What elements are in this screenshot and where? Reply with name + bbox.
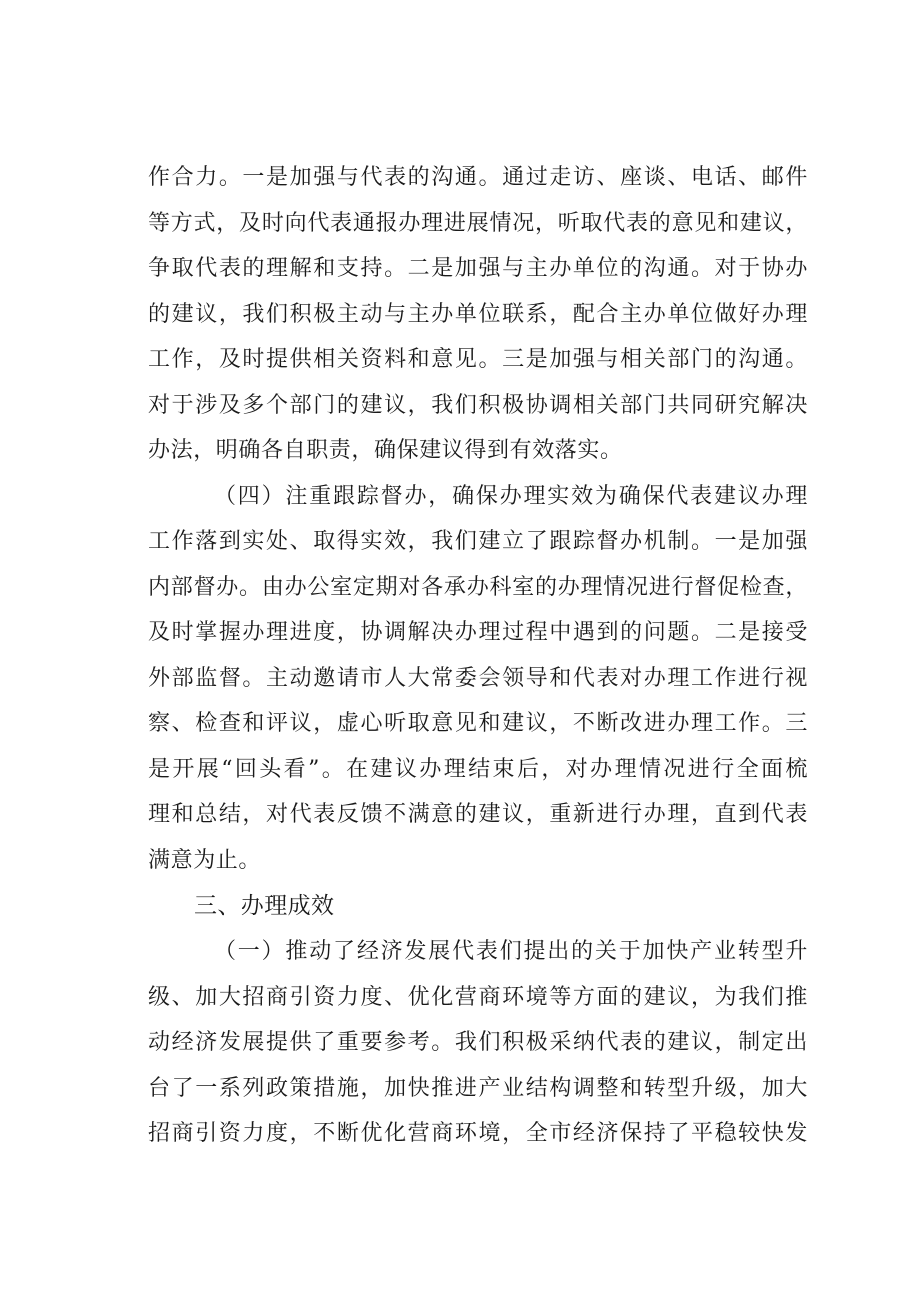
document-body [148,155,808,1157]
text-line: 察、检查和评议，虚心听取意见和建议，不断改进办理工作。三 [148,711,808,736]
text-line: 内部督办。由办公室定期对各承办科室的办理情况进行督促检查， [148,574,808,600]
section-heading-line: （四）注重跟踪督办，确保办理实效为确保代表建议办理 [214,483,808,509]
text-line: 争取代表的理解和支持。二是加强与主办单位的沟通。对于协办 [148,256,808,281]
chapter-heading: 三、办理成效 [194,893,335,919]
text-line: 工作落到实处、取得实效，我们建立了跟踪督办机制。一是加强 [148,529,808,554]
text-line: 级、加大招商引资力度、优化营商环境等方面的建议，为我们推 [148,984,808,1010]
text-line: 对于涉及多个部门的建议，我们积极协调相关部门共同研究解决 [148,392,808,418]
text-line: 工作，及时提供相关资料和意见。三是加强与相关部门的沟通。 [148,347,808,372]
text-line: 作合力。一是加强与代表的沟通。通过走访、座谈、电话、邮件 [148,165,808,190]
text-line: 及时掌握办理进度，协调解决办理过程中遇到的问题。二是接受 [148,620,808,645]
text-line: 外部监督。主动邀请市人大常委会领导和代表对办理工作进行视 [148,665,808,691]
text-line: 等方式，及时向代表通报办理进展情况，听取代表的意见和建议， [148,210,808,236]
text-line: 满意为止。 [148,847,262,873]
text-line: 办法，明确各自职责，确保建议得到有效落实。 [148,438,623,463]
text-line: 理和总结，对代表反馈不满意的建议，重新进行办理，直到代表 [148,802,808,827]
text-line: 动经济发展提供了重要参考。我们积极采纳代表的建议，制定出 [148,1030,808,1055]
text-line: 招商引资力度，不断优化营商环境，全市经济保持了平稳较快发 [148,1121,808,1146]
text-line: 是开展“回头看”。在建议办理结束后，对办理情况进行全面梳 [148,756,808,782]
text-line: 的建议，我们积极主动与主办单位联系，配合主办单位做好办理 [148,301,808,327]
section-heading-line: （一）推动了经济发展代表们提出的关于加快产业转型升 [214,939,808,964]
text-line: 台了一系列政策措施，加快推进产业结构调整和转型升级，加大 [148,1075,808,1101]
